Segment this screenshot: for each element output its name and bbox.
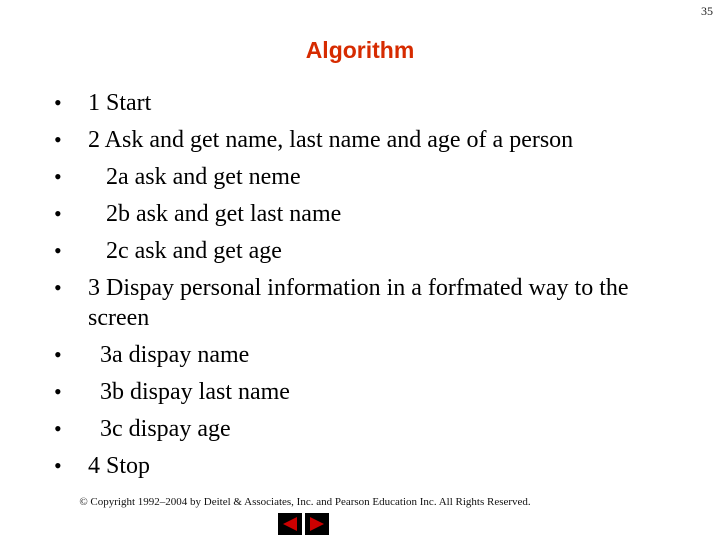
bullet-text: 2c ask and get age bbox=[88, 238, 282, 264]
bullet-item bbox=[54, 414, 694, 444]
bullet-dot: • bbox=[54, 164, 62, 189]
bullet-item bbox=[54, 377, 694, 407]
bullet-dot: • bbox=[54, 201, 62, 226]
bullet-text: 3a dispay name bbox=[88, 342, 250, 368]
bullet-dot: • bbox=[54, 416, 62, 441]
bullet-text: 1 Start bbox=[88, 90, 152, 116]
next-slide-button[interactable] bbox=[305, 513, 329, 535]
bullet-item bbox=[54, 236, 694, 266]
bullet-dot: • bbox=[54, 238, 62, 263]
page-number: 35 bbox=[701, 4, 713, 18]
bullet-text: 2a ask and get neme bbox=[88, 164, 301, 190]
bullet-item bbox=[54, 273, 694, 333]
bullet-dot: • bbox=[54, 127, 62, 152]
bullet-text: 3 Dispay personal information in a forfmated way to the screen bbox=[88, 275, 635, 331]
previous-slide-button[interactable] bbox=[278, 513, 302, 535]
bullet-dot: • bbox=[54, 342, 62, 367]
bullet-dot: • bbox=[54, 379, 62, 404]
previous-arrow-icon bbox=[281, 516, 299, 532]
bullet-dot: • bbox=[54, 453, 62, 478]
copyright-notice: © Copyright 1992–2004 by Deitel & Associates, Inc. and Pearson Education Inc. All Rights Reserved. bbox=[79, 496, 531, 508]
bullet-text: 4 Stop bbox=[88, 453, 151, 479]
bullet-item bbox=[54, 451, 694, 481]
bullet-item bbox=[54, 162, 694, 192]
slide-navigation bbox=[278, 513, 329, 535]
slide-title: Algorithm bbox=[305, 37, 415, 63]
bullet-item bbox=[54, 340, 694, 370]
bullet-dot: • bbox=[54, 275, 62, 300]
bullet-dot: • bbox=[54, 90, 62, 115]
bullet-item bbox=[54, 199, 694, 229]
bullet-text: 2 Ask and get name, last name and age of a person bbox=[88, 127, 574, 153]
bullet-text: 3b dispay last name bbox=[88, 379, 290, 405]
bullet-item bbox=[54, 125, 694, 155]
bullet-text: 2b ask and get last name bbox=[88, 201, 342, 227]
bullet-list bbox=[54, 88, 694, 488]
next-arrow-icon bbox=[308, 516, 326, 532]
bullet-text: 3c dispay age bbox=[88, 416, 231, 442]
bullet-item bbox=[54, 88, 694, 118]
